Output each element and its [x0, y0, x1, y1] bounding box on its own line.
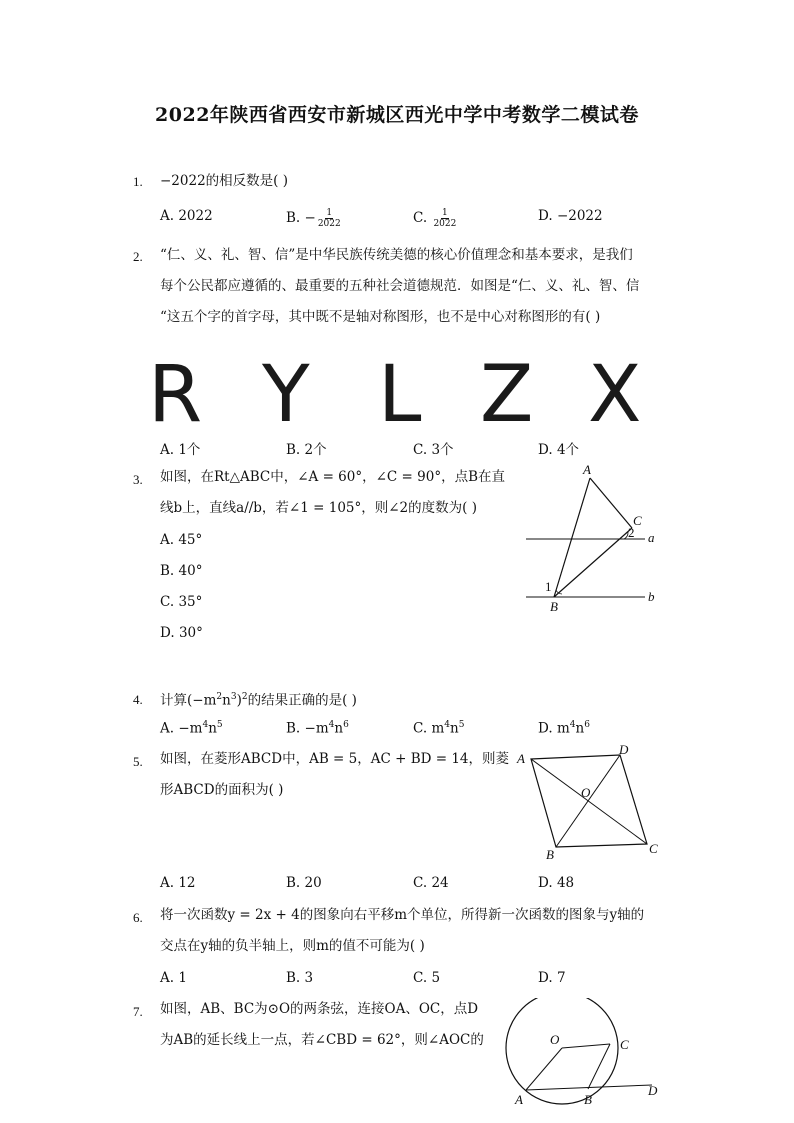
q3-option-b: B. 40°	[160, 563, 203, 579]
q2-option-a: A. 1个	[160, 442, 201, 458]
label-b-point: B	[584, 1092, 592, 1107]
label-c-point: C	[649, 841, 658, 856]
label-b-point: B	[550, 599, 558, 614]
q5-option-a: A. 12	[160, 875, 196, 891]
label-c-point: C	[620, 1037, 629, 1052]
question-7-stem-line-1: 如图，AB、BC为⊙O的两条弦，连接OA、OC，点D	[160, 1001, 479, 1017]
label-c-point: C	[633, 513, 642, 528]
q6-option-b: B. 3	[286, 970, 314, 986]
q3-option-a: A. 45°	[160, 532, 203, 548]
segment-oc	[562, 1044, 610, 1048]
q5-option-d: D. 48	[538, 875, 575, 891]
q2-option-c: C. 3个	[413, 442, 454, 458]
q3-figure-triangle-parallel-lines	[520, 458, 670, 618]
label-d-point: D	[619, 742, 629, 757]
question-2-number: 2.	[133, 249, 143, 264]
q2-option-d: D. 4个	[538, 442, 580, 458]
label-a-point: A	[583, 462, 591, 477]
label-o-point: O	[581, 785, 591, 800]
label-a-point: A	[517, 751, 525, 766]
question-1-stem: −2022的相反数是( )	[160, 173, 288, 189]
q3-option-c: C. 35°	[160, 594, 203, 610]
figure-letter-z: Z	[480, 350, 534, 440]
question-2-stem-line-1: “仁、义、礼、智、信”是中华民族传统美德的核心价值理念和基本要求，是我们	[160, 247, 633, 263]
q1-option-c: C. $\frac{1}{2022}$	[413, 208, 457, 229]
q3-option-d: D. 30°	[160, 625, 203, 641]
label-line-b: b	[648, 589, 655, 604]
q4-option-c: C. $m^4n^5$	[413, 720, 465, 737]
q2-option-b: B. 2个	[286, 442, 327, 458]
figure-letter-x: X	[588, 350, 642, 440]
figure-letter-l: L	[378, 350, 422, 440]
q1-option-d: D. −2022	[538, 208, 603, 224]
question-7-number: 7.	[133, 1004, 143, 1019]
fraction: $\frac{1}{2022}$	[433, 208, 457, 229]
label-b-point: B	[546, 847, 554, 862]
label-o-point: O	[550, 1032, 560, 1047]
diagonal-bd	[556, 755, 620, 847]
question-6-stem-line-1: 将一次函数y = 2x + 4的图象向右平移m个单位，所得新一次函数的图象与y轴的	[160, 907, 645, 923]
question-4-stem: 计算$(-m^2n^3)^2$的结果正确的是( )	[160, 692, 357, 709]
question-7-stem-line-2: 为AB的延长线上一点，若∠CBD = 62°，则∠AOC的	[160, 1032, 484, 1048]
q4-option-d: D. $m^4n^6$	[538, 720, 590, 737]
label-a-point: A	[515, 1092, 523, 1107]
question-2-stem-line-3: “这五个字的首字母，其中既不是轴对称图形，也不是中心对称图形的有( )	[160, 309, 601, 325]
diagonal-ac	[531, 759, 647, 844]
q6-option-c: C. 5	[413, 970, 441, 986]
q5-option-b: B. 20	[286, 875, 322, 891]
q1-option-b: B. − $\frac{1}{2022}$	[286, 208, 341, 229]
question-1-number: 1.	[133, 174, 143, 189]
question-3-number: 3.	[133, 472, 143, 487]
question-5-number: 5.	[133, 754, 143, 769]
segment-ac	[590, 478, 632, 528]
label-angle-1: 1	[545, 579, 552, 594]
question-6-number: 6.	[133, 910, 143, 925]
question-2-stem-line-2: 每个公民都应遵循的、最重要的五种社会道德规范．如图是“仁、义、礼、智、信	[160, 278, 640, 294]
question-5-stem-line-1: 如图，在菱形ABCD中，AB = 5，AC + BD = 14，则菱	[160, 751, 510, 767]
figure-letter-y: Y	[262, 350, 310, 440]
q5-figure-rhombus	[512, 740, 662, 865]
figure-letter-r: R	[148, 350, 203, 440]
paper-title: 2022年陕西省西安市新城区西光中学中考数学二模试卷	[155, 104, 639, 126]
q6-option-a: A. 1	[160, 970, 187, 986]
q4-option-b: B. $-m^4n^6$	[286, 720, 349, 737]
q6-option-d: D. 7	[538, 970, 566, 986]
fraction: $\frac{1}{2022}$	[317, 208, 341, 229]
q7-figure-circle-chords	[500, 998, 670, 1110]
q4-option-a: A. $-m^4n^5$	[160, 720, 223, 737]
question-5-stem-line-2: 形ABCD的面积为( )	[160, 782, 284, 798]
question-3-stem-line-2: 线b上，直线a//b，若∠1 = 105°，则∠2的度数为( )	[160, 500, 477, 516]
label-line-a: a	[648, 530, 655, 545]
label-angle-2: 2	[628, 525, 635, 540]
segment-oa	[526, 1048, 562, 1090]
q1-option-a: A. 2022	[160, 208, 213, 224]
segment-bc	[554, 528, 632, 597]
question-4-number: 4.	[133, 692, 143, 707]
question-6-stem-line-2: 交点在y轴的负半轴上，则m的值不可能为( )	[160, 938, 425, 954]
question-3-stem-line-1: 如图，在Rt△ABC中，∠A = 60°，∠C = 90°，点B在直	[160, 469, 505, 485]
label-d-point: D	[648, 1083, 658, 1098]
segment-ab	[554, 478, 590, 597]
q5-option-c: C. 24	[413, 875, 449, 891]
